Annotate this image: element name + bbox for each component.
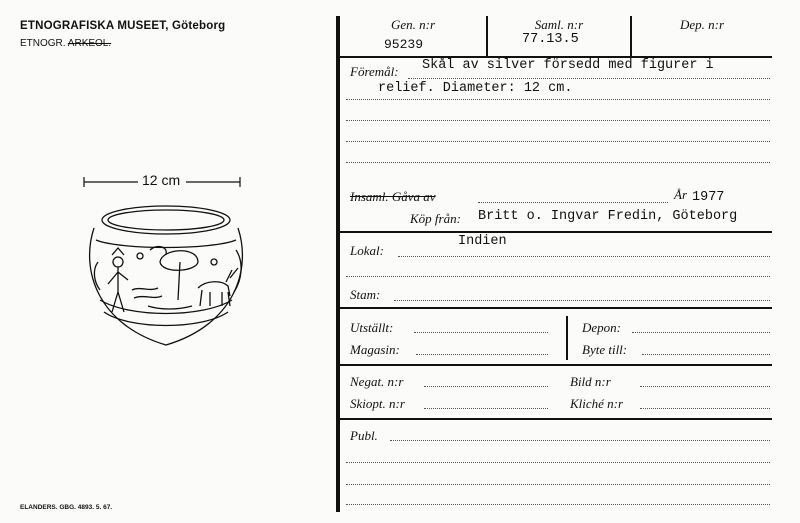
printer-mark: ELANDERS. GBG. 4893. 5. 67. (20, 504, 113, 511)
kop-label: Köp från: (410, 211, 461, 226)
department-prefix: ETNOGR. (20, 38, 66, 49)
ar-value: 1977 (692, 190, 725, 205)
dotted-line (416, 354, 548, 355)
foremal-label: Föremål: (350, 64, 399, 79)
gen-value: 95239 (384, 37, 424, 52)
card-divider (566, 316, 568, 360)
dep-label: Dep. n:r (679, 17, 725, 32)
dotted-line (640, 386, 770, 387)
utstallt-label: Utställt: (350, 320, 394, 335)
card-rule (336, 418, 772, 420)
card-rule (336, 307, 772, 309)
bild-label: Bild n:r (570, 374, 611, 389)
dotted-line (478, 202, 668, 203)
dotted-line (394, 300, 770, 301)
dotted-line (346, 276, 770, 277)
kop-value: Britt o. Ingvar Fredin, Göteborg (478, 209, 738, 224)
museum-name: ETNOGRAFISKA MUSEET, Göteborg (20, 20, 226, 32)
dotted-line (424, 386, 548, 387)
dotted-line (424, 408, 548, 409)
magasin-label: Magasin: (350, 342, 400, 357)
dotted-line (346, 120, 770, 121)
lokal-label: Lokal: (350, 243, 384, 258)
lokal-value: Indien (458, 234, 507, 249)
saml-value: 77.13.5 (522, 32, 579, 47)
card-rule (336, 364, 772, 366)
dotted-line (408, 78, 770, 79)
dotted-line (642, 354, 770, 355)
dotted-line (390, 440, 770, 441)
dotted-line (640, 408, 770, 409)
department-struck: ARKEOL. (67, 38, 112, 49)
saml-label: Saml. n:r (534, 17, 584, 32)
stam-label: Stam: (350, 287, 381, 302)
dotted-line (346, 504, 770, 505)
foremal-line-1: Skål av silver försedd med figurer i (422, 58, 714, 73)
gen-label: Gen. n:r (390, 17, 436, 32)
depon-label: Depon: (582, 320, 621, 335)
dotted-line (346, 162, 770, 163)
card-rule (336, 231, 772, 233)
dotted-line (346, 484, 770, 485)
dotted-line (346, 141, 770, 142)
foremal-line-2: relief. Diameter: 12 cm. (378, 81, 573, 96)
publ-label: Publ. (350, 428, 378, 443)
kliche-label: Kliché n:r (570, 396, 624, 411)
dotted-line (398, 256, 770, 257)
dotted-line (414, 332, 548, 333)
negat-label: Negat. n:r (350, 374, 404, 389)
ar-label: År (674, 187, 687, 202)
byte-label: Byte till: (582, 342, 628, 357)
dotted-line (632, 332, 770, 333)
card-left-border (336, 16, 340, 512)
skiopt-label: Skiopt. n:r (350, 396, 405, 411)
dotted-line (346, 462, 770, 463)
dimension-label: 12 cm (142, 172, 181, 188)
struck-field: Insaml. Gåva av (350, 189, 436, 204)
dotted-line (346, 99, 770, 100)
